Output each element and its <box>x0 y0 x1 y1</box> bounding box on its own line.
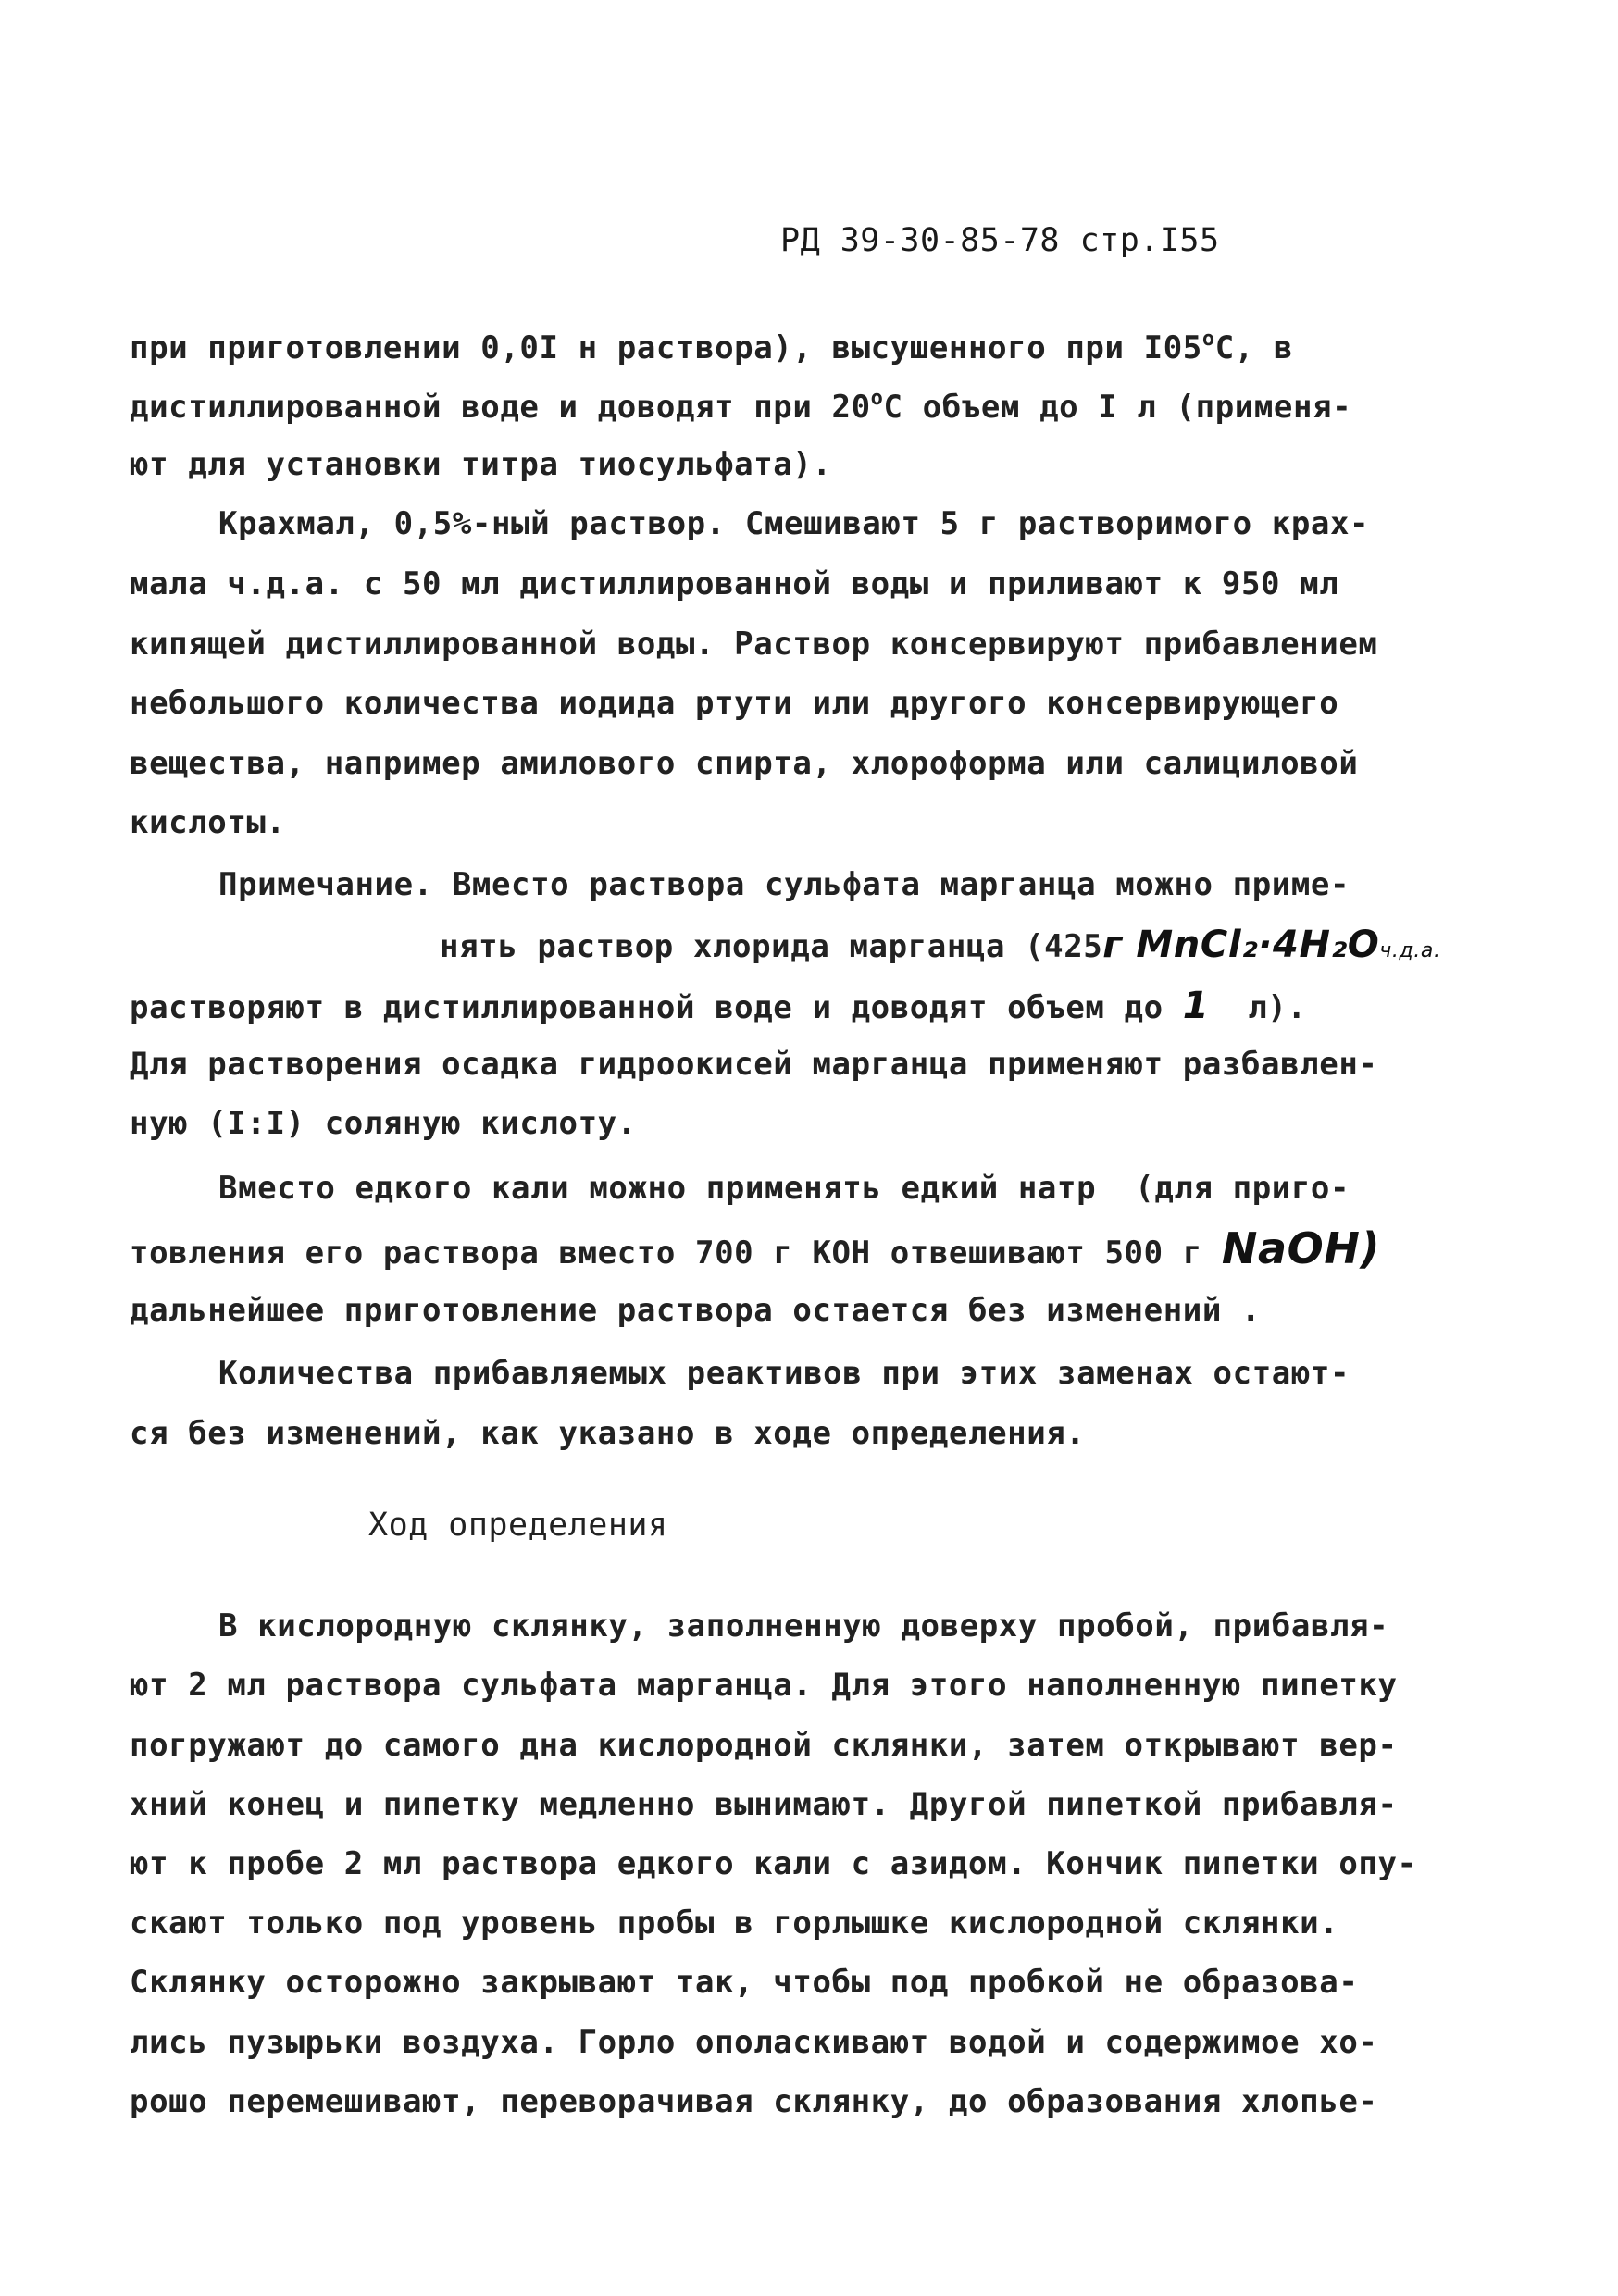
text-segment: дистиллированной воде и доводят при 20 <box>130 389 871 426</box>
handwritten-number: 1 <box>1182 985 1210 1027</box>
paragraph-line: Крахмал, 0,5%-ный раствор. Смешивают 5 г растворимого крах- <box>218 505 1370 542</box>
paragraph-line: ют к пробе 2 мл раствора едкого кали с азидом. Кончик пипетки опу- <box>130 1845 1417 1882</box>
text-segment: нять раствор хлорида марганца (425 <box>440 928 1103 965</box>
paragraph-line: Склянку осторожно закрывают так, чтобы под пробкой не образова- <box>130 1964 1359 2001</box>
paragraph-line: небольшого количества иодида ртути или другого консервирующего <box>130 685 1339 722</box>
page-header: РД 39-30-85-78 стр.I55 <box>780 222 1220 259</box>
paragraph-line: Количества прибавляемых реактивов при этих заменах остают- <box>218 1355 1350 1392</box>
handwritten-annotation: ч.д.а. <box>1379 939 1441 962</box>
note-line: Примечание. Вместо раствора сульфата марганца можно приме- <box>218 866 1350 903</box>
text-segment: растворяют в дистиллированной воде и доводят объем до <box>130 989 1164 1026</box>
degree-sign: о <box>870 387 884 410</box>
paragraph-line: кипящей дистиллированной воды. Раствор консервируют прибавлением <box>130 626 1378 663</box>
paragraph-line: вещества, например амилового спирта, хлороформа или салициловой <box>130 745 1359 782</box>
note-line: ную (I:I) соляную кислоту. <box>130 1105 637 1142</box>
paragraph-line <box>130 387 1351 426</box>
paragraph-line: ют для установки титра тиосульфата). <box>130 446 832 483</box>
paragraph-line: скают только под уровень пробы в горлышке кислородной склянки. <box>130 1905 1339 1942</box>
paragraph-line: кислоты. <box>130 804 286 841</box>
paragraph-line: дальнейшее приготовление раствора остается без изменений . <box>130 1292 1262 1329</box>
note-line: Для растворения осадка гидроокисей марганца применяют разбавлен- <box>130 1046 1378 1083</box>
paragraph-line: В кислородную склянку, заполненную доверху пробой, прибавля- <box>218 1607 1389 1644</box>
text-segment: при приготовлении 0,0I н раствора), высушенного при I05 <box>130 329 1202 366</box>
text-segment: товления его раствора вместо 700 г КОН отвешивают 500 г <box>130 1235 1202 1272</box>
paragraph-line <box>130 1223 1380 1273</box>
paragraph-line: мала ч.д.а. с 50 мл дистиллированной воды и приливают к 950 мл <box>130 565 1339 602</box>
handwritten-formula: г MnCl₂·4H₂O <box>1102 924 1380 966</box>
text-segment: л). <box>1248 989 1307 1026</box>
text-segment: С, в <box>1214 329 1293 366</box>
paragraph-line: ся без изменений, как указано в ходе определения. <box>130 1415 1086 1452</box>
paragraph-line: погружают до самого дна кислородной склянки, затем открывают вер- <box>130 1727 1398 1764</box>
paragraph-line <box>130 328 1293 366</box>
handwritten-formula: NaOH) <box>1221 1223 1381 1273</box>
paragraph-line: хний конец и пипетку медленно вынимают. Другой пипеткой прибавля- <box>130 1786 1398 1823</box>
text-segment: С объем до I л (применя- <box>883 389 1352 426</box>
degree-sign: о <box>1201 328 1215 351</box>
note-line <box>440 924 1441 966</box>
note-line <box>130 985 1307 1027</box>
paragraph-line: Вместо едкого кали можно применять едкий натр (для приго- <box>218 1170 1350 1207</box>
paragraph-line: рошо перемешивают, переворачивая склянку, до образования хлопье- <box>130 2083 1378 2120</box>
paragraph-line: ют 2 мл раствора сульфата марганца. Для этого наполненную пипетку <box>130 1667 1398 1704</box>
section-title: Ход определения <box>368 1507 668 1544</box>
paragraph-line: лись пузырьки воздуха. Горло ополаскивают водой и содержимое хо- <box>130 2024 1378 2061</box>
